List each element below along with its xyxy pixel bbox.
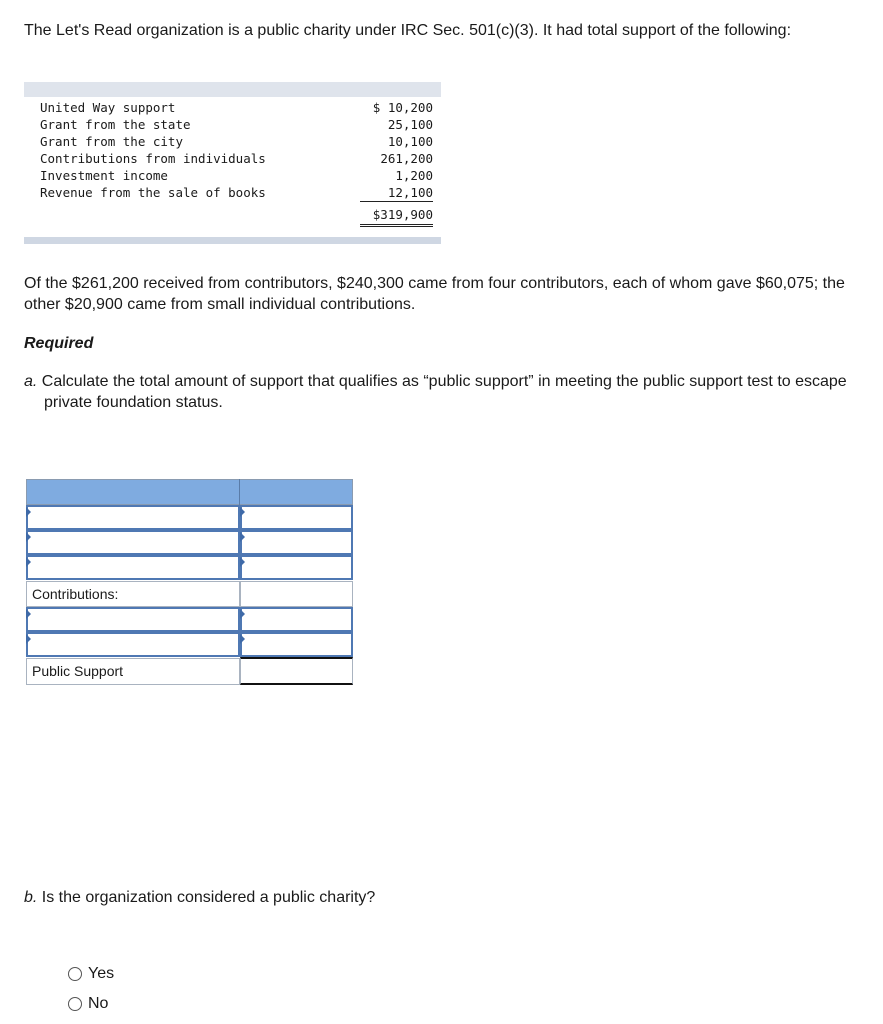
input-marker-icon <box>26 634 31 644</box>
answer-table <box>26 479 353 685</box>
input-marker-icon <box>26 557 31 567</box>
support-amount: 10,100 <box>387 134 433 149</box>
contribution-label-input[interactable] <box>26 607 240 632</box>
header-divider <box>239 479 240 505</box>
support-row <box>40 116 433 133</box>
answer-label-input[interactable] <box>26 505 240 530</box>
panel-bottom-bar <box>24 237 441 244</box>
support-row <box>40 167 433 184</box>
public-support-total-input[interactable] <box>240 657 353 685</box>
answer-label-input[interactable] <box>26 530 240 555</box>
answer-amount-input[interactable] <box>240 530 353 555</box>
support-amount: $ 10,200 <box>372 100 433 115</box>
support-row <box>40 99 433 116</box>
input-marker-icon <box>240 557 245 567</box>
radio-button-no[interactable] <box>68 997 82 1011</box>
support-label: Contributions from individuals <box>40 151 266 166</box>
radio-label-yes[interactable]: Yes <box>88 965 115 982</box>
support-label: Investment income <box>40 168 168 183</box>
support-amount: 261,200 <box>380 151 433 166</box>
input-marker-icon <box>240 634 245 644</box>
input-marker-icon <box>240 609 245 619</box>
support-list <box>40 99 433 202</box>
question-b-text: Is the organization considered a public charity? <box>37 889 376 906</box>
answer-amount-input[interactable] <box>240 555 353 580</box>
radio-button-yes[interactable] <box>68 967 82 981</box>
public-support-label: Public Support <box>26 658 240 685</box>
contributions-label: Contributions: <box>26 581 240 607</box>
answer-amount-input[interactable] <box>240 505 353 530</box>
support-label: United Way support <box>40 100 176 115</box>
answer-label-input[interactable] <box>26 555 240 580</box>
contributions-note: Of the $261,200 received from contributors, $240,300 came from four contributors, each of whom gave $60,075; the other $20,900 came from small individual contributions. <box>24 275 845 313</box>
question-b-letter: b. <box>24 889 38 906</box>
question-b <box>24 887 854 908</box>
input-marker-icon <box>240 507 245 517</box>
support-amount: 25,100 <box>387 117 433 132</box>
panel-top-bar <box>24 82 441 97</box>
support-row <box>40 150 433 167</box>
support-panel <box>24 82 441 244</box>
support-label: Grant from the state <box>40 117 191 132</box>
contribution-amount-input[interactable] <box>240 607 353 632</box>
question-a <box>24 371 856 413</box>
input-marker-icon <box>26 532 31 542</box>
input-marker-icon <box>26 609 31 619</box>
support-label: Revenue from the sale of books <box>40 185 266 200</box>
input-marker-icon <box>26 507 31 517</box>
table-header <box>26 479 353 505</box>
support-total: $319,900 <box>360 205 433 227</box>
required-heading: Required <box>24 335 94 352</box>
input-marker-icon <box>240 532 245 542</box>
contributions-amount-cell <box>240 581 353 607</box>
intro-text: The Let's Read organization is a public charity under IRC Sec. 501(c)(3). It had total support of the following: <box>24 22 792 39</box>
support-amount: 12,100 <box>387 185 433 200</box>
support-amount: 1,200 <box>395 168 433 183</box>
question-a-letter: a. <box>24 373 38 390</box>
support-label: Grant from the city <box>40 134 183 149</box>
support-row <box>40 133 433 150</box>
contribution-amount-input[interactable] <box>240 632 353 657</box>
question-a-text: Calculate the total amount of support that qualifies as “public support” in meeting the public support test to escape private foundation status. <box>37 373 847 411</box>
radio-label-no[interactable]: No <box>88 995 109 1012</box>
support-row <box>40 184 433 202</box>
contribution-label-input[interactable] <box>26 632 240 657</box>
